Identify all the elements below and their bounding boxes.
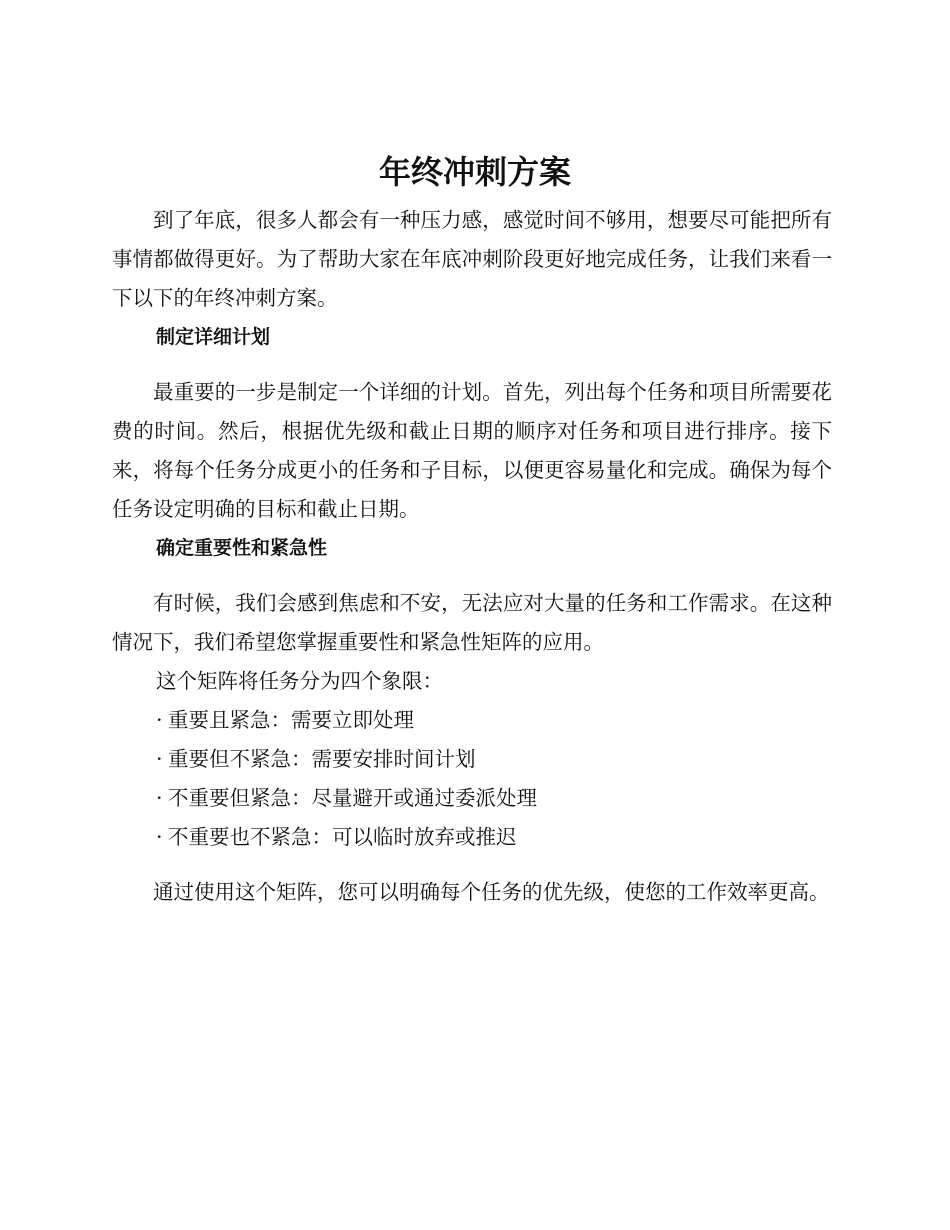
matrix-intro: 这个矩阵将任务分为四个象限： [156,669,443,693]
bullet-icon: · [156,825,163,849]
bullet-icon: · [156,786,163,810]
document-body [112,201,832,912]
intro-paragraph: 到了年底，很多人都会有一种压力感，感觉时间不够用，想要尽可能把所有事情都做得更好。为了帮助大家在年底冲刺阶段更好地完成任务，让我们来看一下以下的年终冲刺方案。 [112,208,832,310]
bullet-icon: · [156,747,163,771]
list-item [112,701,832,740]
list-item-text: 重要但不紧急：需要安排时间计划 [168,747,476,771]
list-item [112,818,832,857]
list-item-text: 不重要但紧急：尽量避开或通过委派处理 [168,786,537,810]
conclusion-paragraph: 通过使用这个矩阵，您可以明确每个任务的优先级，使您的工作效率更高。 [153,880,830,904]
section-paragraph-plan: 最重要的一步是制定一个详细的计划。首先，列出每个任务和项目所需要花费的时间。然后，根据优先级和截止日期的顺序对任务和项目进行排序。接下来，将每个任务分成更小的任务和子目标，以便更容易量化和完成。确保为每个任务设定明确的目标和截止日期。 [112,380,832,521]
list-item [112,740,832,779]
section-heading-priority: 确定重要性和紧急性 [156,537,328,559]
list-item [112,779,832,818]
section-paragraph-priority: 有时候，我们会感到焦虑和不安，无法应对大量的任务和工作需求。在这种情况下，我们希望您掌握重要性和紧急性矩阵的应用。 [112,591,832,654]
list-item-text: 重要且紧急：需要立即处理 [168,708,414,732]
list-item-text: 不重要也不紧急：可以临时放弃或推迟 [168,825,517,849]
document-title: 年终冲刺方案 [378,153,571,191]
bullet-icon: · [156,708,163,732]
section-heading-plan: 制定详细计划 [156,326,271,348]
